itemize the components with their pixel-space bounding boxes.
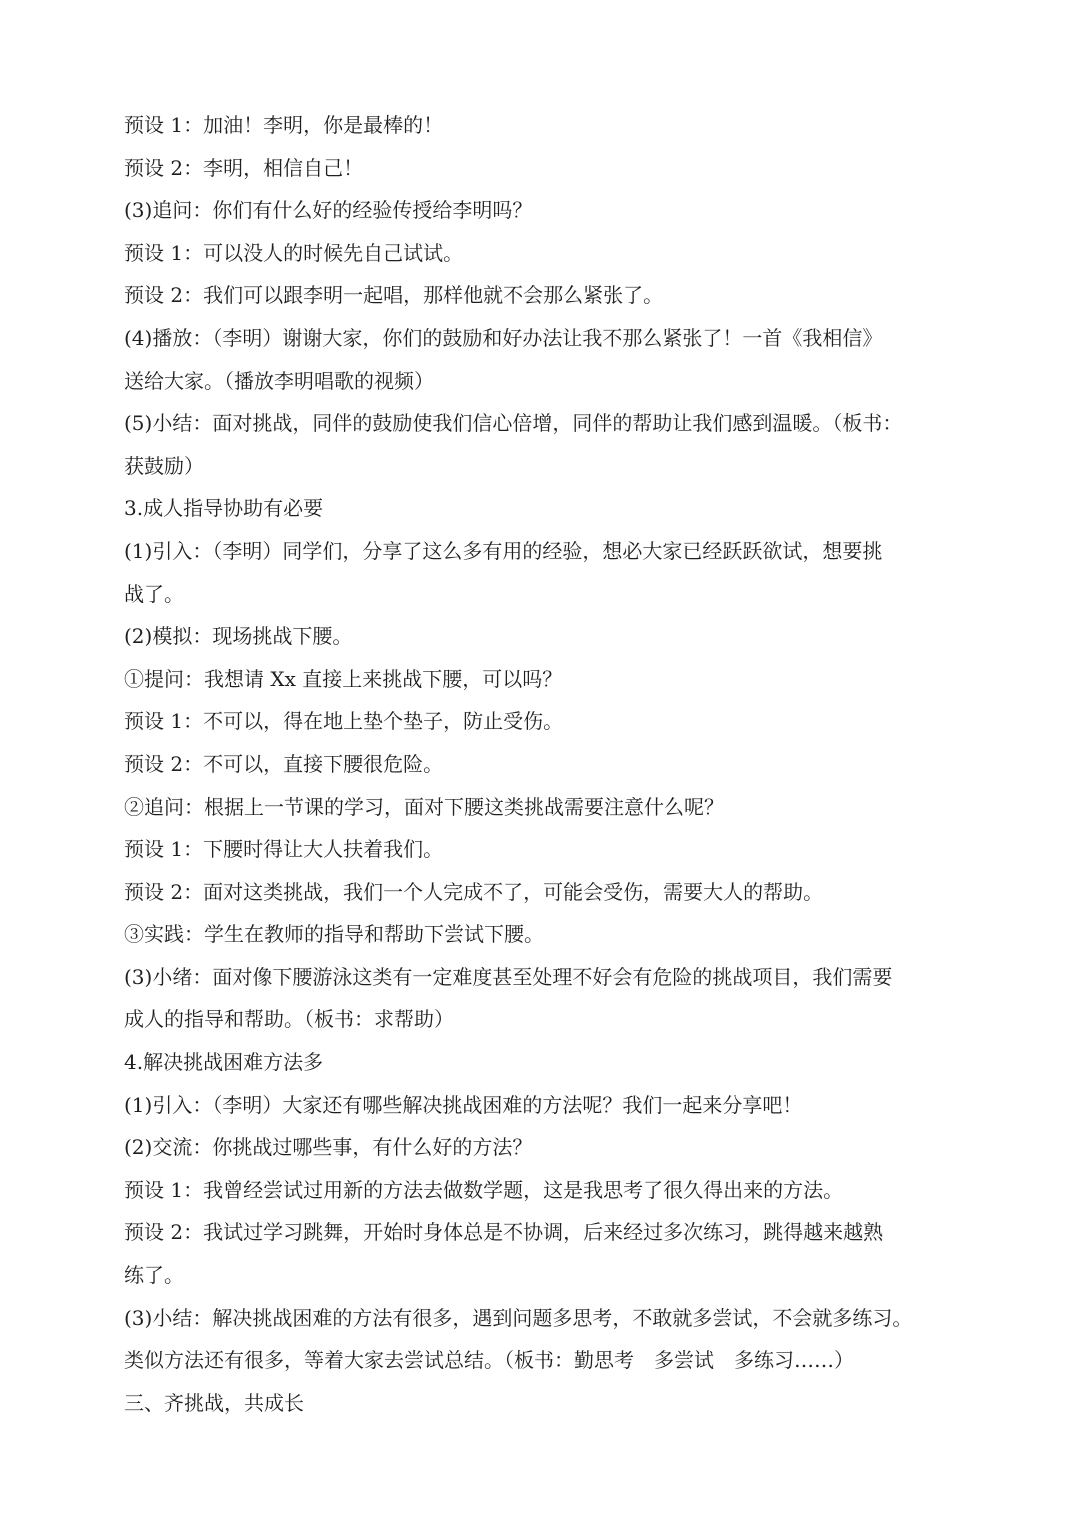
text-line: (3)小绪：面对像下腰游泳这类有一定难度甚至处理不好会有危险的挑战项目，我们需要 xyxy=(124,964,893,989)
text-line: (1)引入：（李明）同学们，分享了这么多有用的经验，想必大家已经跃跃欲试，想要挑 xyxy=(124,538,883,563)
part-heading: 三、齐挑战，共成长 xyxy=(124,1390,304,1415)
text-line: 预设 1：加油！李明，你是最棒的！ xyxy=(124,113,444,137)
text-line: ②追问：根据上一节课的学习，面对下腰这类挑战需要注意什么呢？ xyxy=(124,794,724,819)
text-line: 预设 1：下腰时得让大人扶着我们。 xyxy=(124,837,444,862)
text-line: 预设 1：可以没人的时候先自己试试。 xyxy=(124,240,464,265)
text-line: 获鼓励） xyxy=(124,453,204,478)
text-line: (3)小结：解决挑战困难的方法有很多，遇到问题多思考，不敢就多尝试，不会就多练习。 xyxy=(124,1305,913,1330)
text-line: 战了。 xyxy=(124,581,184,606)
text-line: (3)追问：你们有什么好的经验传授给李明吗？ xyxy=(124,198,533,223)
text-line: (4)播放：（李明）谢谢大家，你们的鼓励和好办法让我不那么紧张了！一首《我相信》 xyxy=(124,325,883,350)
text-line: 练了。 xyxy=(124,1263,184,1288)
text-line: (2)交流：你挑战过哪些事，有什么好的方法？ xyxy=(124,1135,533,1160)
text-line: 类似方法还有很多，等着大家去尝试总结。（板书：勤思考 多尝试 多练习……） xyxy=(124,1348,854,1373)
text-line: 预设 2：不可以，直接下腰很危险。 xyxy=(124,751,444,776)
text-line: ③实践：学生在教师的指导和帮助下尝试下腰。 xyxy=(124,922,544,947)
text-line: 送给大家。（播放李明唱歌的视频） xyxy=(124,368,434,393)
text-line: 预设 2：我们可以跟李明一起唱，那样他就不会那么紧张了。 xyxy=(124,283,664,308)
text-line: 预设 2：我试过学习跳舞，开始时身体总是不协调，后来经过多次练习，跳得越来越熟 xyxy=(124,1220,884,1245)
text-line: 预设 1：我曾经尝试过用新的方法去做数学题，这是我思考了很久得出来的方法。 xyxy=(124,1177,844,1202)
text-line: 预设 2：面对这类挑战，我们一个人完成不了，可能会受伤，需要大人的帮助。 xyxy=(124,879,824,904)
text-line: 预设 2：李明，相信自己！ xyxy=(124,155,364,180)
text-line: 成人的指导和帮助。（板书：求帮助） xyxy=(124,1007,454,1032)
text-line: (2)模拟：现场挑战下腰。 xyxy=(124,624,353,649)
text-line: 预设 1：不可以，得在地上垫个垫子，防止受伤。 xyxy=(124,709,564,734)
text-line: (1)引入：（李明）大家还有哪些解决挑战困难的方法呢？我们一起来分享吧！ xyxy=(124,1092,803,1117)
section-heading: 3.成人指导协助有必要 xyxy=(124,496,324,521)
lesson-plan-text xyxy=(124,104,960,1424)
text-line: ①提问：我想请 Xx 直接上来挑战下腰，可以吗？ xyxy=(124,666,563,691)
section-heading: 4.解决挑战困难方法多 xyxy=(124,1050,324,1075)
text-line: (5)小结：面对挑战，同伴的鼓励使我们信心倍增，同伴的帮助让我们感到温暖。（板书： xyxy=(124,411,903,436)
